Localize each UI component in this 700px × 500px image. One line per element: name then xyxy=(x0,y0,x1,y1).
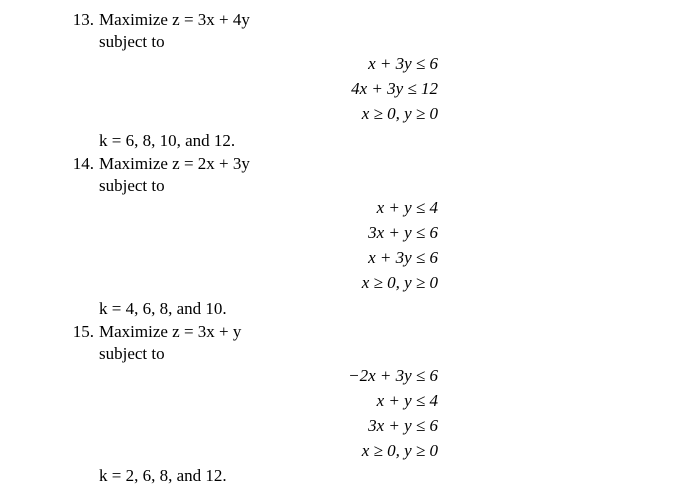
constraint: x + y ≤ 4 xyxy=(376,198,438,217)
constraint: x + 3y ≤ 6 xyxy=(368,54,438,73)
subject-to-label: subject to xyxy=(99,32,165,51)
problem-heading: Maximize z = 3x + 4y xyxy=(99,10,250,29)
constraint: 3x + y ≤ 6 xyxy=(368,416,438,435)
k-values: k = 2, 6, 8, and 12. xyxy=(99,466,227,485)
k-values: k = 6, 8, 10, and 12. xyxy=(99,131,236,150)
constraint: x ≥ 0, y ≥ 0 xyxy=(361,441,438,460)
subject-to-label: subject to xyxy=(99,344,165,363)
problem-number: 15. xyxy=(72,322,94,341)
constraint: 3x + y ≤ 6 xyxy=(368,223,438,242)
problem-number: 14. xyxy=(72,154,94,173)
problem-heading: Maximize z = 2x + 3y xyxy=(99,154,250,173)
subject-to-label: subject to xyxy=(99,176,165,195)
k-values: k = 4, 6, 8, and 10. xyxy=(99,299,227,318)
problem-number: 13. xyxy=(72,10,94,29)
constraint: 4x + 3y ≤ 12 xyxy=(351,79,438,98)
constraint: x ≥ 0, y ≥ 0 xyxy=(361,273,438,292)
problem-heading: Maximize z = 3x + y xyxy=(99,322,242,341)
constraint: −2x + 3y ≤ 6 xyxy=(348,366,438,385)
constraint: x + 3y ≤ 6 xyxy=(368,248,438,267)
constraint: x ≥ 0, y ≥ 0 xyxy=(361,104,438,123)
constraint: x + y ≤ 4 xyxy=(376,391,438,410)
